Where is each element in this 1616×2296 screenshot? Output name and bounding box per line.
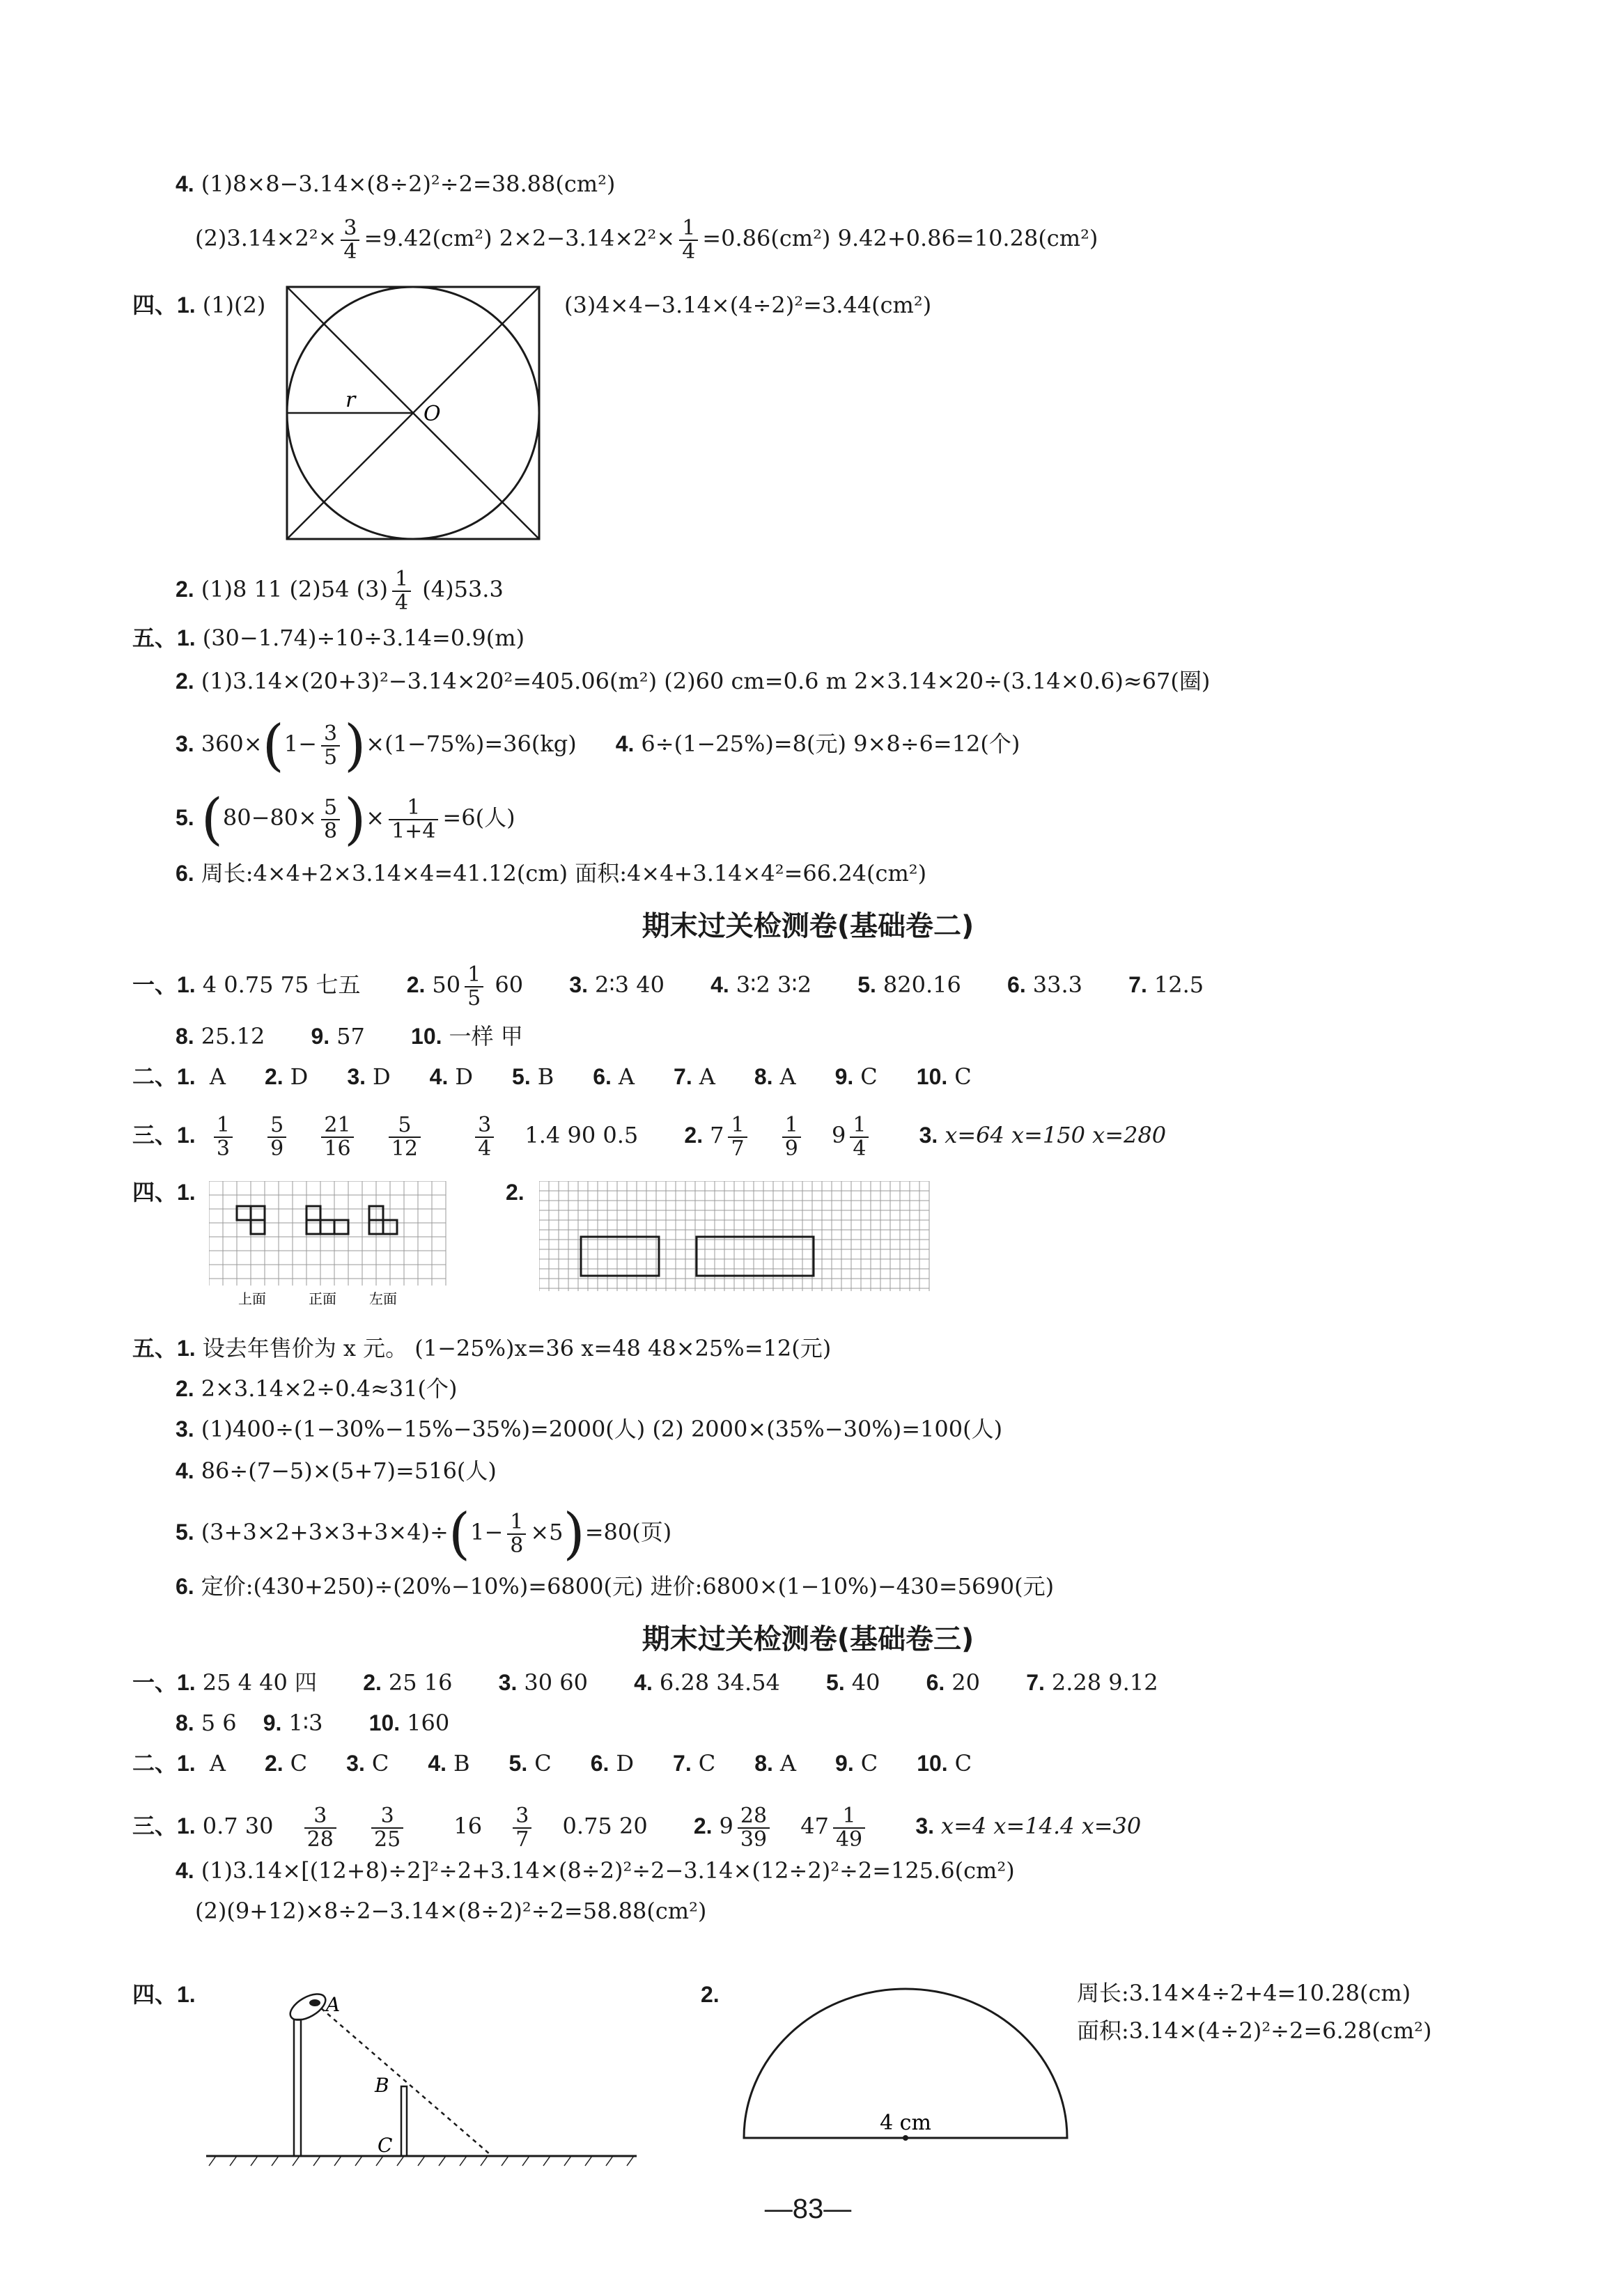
s3-si-label: 四、1. xyxy=(132,1982,196,2007)
fraction: $\frac{1}{7}$ xyxy=(728,1114,747,1159)
fraction: $\frac{1}{49}$ xyxy=(833,1805,865,1850)
fraction: $\frac{1}{4}$ xyxy=(850,1114,869,1159)
mc-answer xyxy=(835,1748,878,1779)
mc-value: C xyxy=(860,1750,878,1776)
mc-value: A xyxy=(618,1063,635,1090)
mc-number: 2. xyxy=(264,1064,283,1089)
fraction: $\frac{1}{3}$ xyxy=(214,1114,233,1159)
s1-si-label: 四、1. (1)(2) xyxy=(132,292,266,318)
s2-er-answers xyxy=(210,1063,1011,1090)
s3-san-q4-line2: (2)(9+12)×8÷2−3.14×(8÷2)²÷2=58.88(cm²) xyxy=(195,1898,707,1924)
fraction: $\frac{3}{4}$ xyxy=(341,217,359,263)
mc-number: 7. xyxy=(673,1751,692,1776)
mc-value: A xyxy=(209,1063,226,1090)
mc-value: C xyxy=(290,1750,308,1776)
s3-er-answers xyxy=(210,1750,1011,1776)
s3-san-row: 三、1. 0.7 30 $\frac{3}{28}$ $\frac{3}{25}$ 16 $\frac{3}{7}$ 0.75 20 2. 9 $\frac{28}{39}$ 47 $\frac{1}{49}$ 3. x=4 x=14.4 x=30 xyxy=(132,1804,1142,1852)
fraction: $\frac{1}{4}$ xyxy=(392,568,411,614)
s3-san-q4-line1: 4. (1)3.14×[(12+8)÷2]²÷2+3.14×(8÷2)²÷2−3.14×(12÷2)²÷2=125.6(cm²) xyxy=(176,1857,1015,1884)
s2-wu-q1: 五、1. 设去年售价为 x 元。 (1−25%)x=36 x=48 48×25%=12(元) xyxy=(132,1335,832,1361)
fraction: $\frac{3}{25}$ xyxy=(371,1805,403,1850)
mc-number: 7. xyxy=(674,1064,692,1089)
mc-value: C xyxy=(371,1750,389,1776)
s3-yi-row1: 一、1. 25 4 40 四 2. 25 16 3. 30 60 4. 6.28 34.54 5. 40 6. 20 7. 2.28 9.12 xyxy=(132,1669,1158,1696)
mc-number: 4. xyxy=(428,1751,447,1776)
mc-answer xyxy=(347,1061,390,1092)
mc-answer xyxy=(754,1061,796,1092)
point-c-label: C xyxy=(378,2134,393,2157)
s1-si-q2: 2. (1)8 11 (2)54 (3) $\frac{1}{4}$ (4)53.3 xyxy=(176,567,504,615)
mc-number: 9. xyxy=(834,1064,854,1089)
fraction: $\frac{21}{16}$ xyxy=(321,1114,353,1159)
mc-value: B xyxy=(537,1063,554,1090)
fraction: $\frac{3}{28}$ xyxy=(304,1805,336,1850)
s2-wu-q5: 5. (3+3×2+3×3+3×4)÷(1− $\frac{1}{8}$ ×5)=80(页) xyxy=(176,1501,672,1566)
s1-wu-q6: 6. 周长:4×4+2×3.14×4=41.12(cm) 面积:4×4+3.14×4²=66.24(cm²) xyxy=(176,860,927,887)
rectangle-grid xyxy=(539,1181,943,1293)
mc-value: A xyxy=(699,1063,715,1090)
s2-wu-q4: 4. 86÷(7−5)×(5+7)=516(人) xyxy=(176,1458,497,1484)
mc-number: 8. xyxy=(754,1064,773,1089)
page-number: —83— xyxy=(764,2194,852,2224)
fraction: $\frac{1}{5}$ xyxy=(465,964,483,1009)
three-view-grid xyxy=(209,1181,453,1315)
s2-er-row: 二、1. A 2. D 3. D 4. D 5. B 6. A 7. A 8. A 9. C 10. C xyxy=(132,1061,1011,1092)
mc-value: A xyxy=(209,1750,226,1776)
mc-number: 5. xyxy=(512,1064,531,1089)
s3-area: 面积:3.14×(4÷2)²÷2=6.28(cm²) xyxy=(1077,2017,1432,2044)
mc-number: 10. xyxy=(916,1064,948,1089)
fraction: $\frac{1}{8}$ xyxy=(507,1511,526,1556)
mc-value: C xyxy=(954,1750,972,1776)
mc-answer xyxy=(512,1061,554,1092)
fraction: $\frac{28}{39}$ xyxy=(738,1805,770,1850)
s3-si-q2-label: 2. xyxy=(701,1982,720,2007)
mc-answer xyxy=(674,1061,715,1092)
mc-value: A xyxy=(779,1063,796,1090)
fraction: $\frac{3}{5}$ xyxy=(321,723,340,768)
point-a-label: A xyxy=(326,1993,341,2016)
fraction: $\frac{5}{8}$ xyxy=(321,797,340,842)
mc-answer xyxy=(265,1748,307,1779)
fraction: $\frac{1}{9}$ xyxy=(782,1114,801,1159)
mc-answer xyxy=(835,1061,878,1092)
center-label: O xyxy=(424,402,441,426)
section-heading-2: 期末过关检测卷(基础卷二) xyxy=(642,910,974,942)
radius-label: r xyxy=(345,388,356,412)
mc-value: C xyxy=(954,1063,972,1090)
mc-answer xyxy=(673,1748,715,1779)
s2-si-q2-label: 2. xyxy=(506,1180,525,1205)
s2-wu-q2: 2. 2×3.14×2÷0.4≈31(个) xyxy=(176,1375,458,1402)
s1-q4-line2: (2)3.14×2²× $\frac{3}{4}$ =9.42(cm²) 2×2−3.14×2²× $\frac{1}{4}$ =0.86(cm²) 9.42+0.86=10.28(cm²) xyxy=(195,216,1098,264)
s2-wu-q3: 3. (1)400÷(1−30%−15%−35%)=2000(人) (2) 2000×(35%−30%)=100(人) xyxy=(176,1416,1003,1442)
mc-number: 3. xyxy=(346,1751,365,1776)
point-b-label: B xyxy=(375,2074,389,2097)
mc-number: 6. xyxy=(590,1751,609,1776)
mc-answer xyxy=(210,1061,226,1092)
mc-number: 9. xyxy=(835,1751,854,1776)
mc-answer xyxy=(917,1061,972,1092)
fraction: $\frac{5}{9}$ xyxy=(267,1114,286,1159)
fraction: $\frac{3}{4}$ xyxy=(475,1114,494,1159)
mc-value: D xyxy=(616,1750,635,1776)
mc-value: D xyxy=(290,1063,309,1090)
s1-wu-q5: 5. (80−80× $\frac{5}{8}$ )× $\frac{1}{1+4}$ =6(人) xyxy=(176,786,515,852)
mc-answer xyxy=(430,1061,473,1092)
mc-answer xyxy=(593,1061,635,1092)
grid-label-left: 左面 xyxy=(369,1290,397,1307)
mc-answer xyxy=(754,1748,796,1779)
diameter-label: 4 cm xyxy=(880,2111,931,2135)
mc-value: C xyxy=(534,1750,552,1776)
s1-q4-line1: 4. (1)8×8−3.14×(8÷2)²÷2=38.88(cm²) xyxy=(176,171,616,197)
s1-wu-q3-q4: 3. 360×(1− $\frac{3}{5}$ )×(1−75%)=36(kg) 4. 6÷(1−25%)=8(元) 9×8÷6=12(个) xyxy=(176,712,1020,778)
shadow-figure xyxy=(202,1975,648,2171)
s3-perimeter: 周长:3.14×4÷2+4=10.28(cm) xyxy=(1077,1980,1411,2006)
s2-yi-row2: 8. 25.12 9. 57 10. 一样 甲 xyxy=(176,1023,523,1049)
mc-answer xyxy=(210,1748,226,1779)
s2-si-label: 四、1. xyxy=(132,1180,196,1205)
s1-wu-q2: 2. (1)3.14×(20+3)²−3.14×20²=405.06(m²) (2)60 cm=0.6 m 2×3.14×20÷(3.14×0.6)≈67(圈) xyxy=(176,668,1211,694)
mc-answer xyxy=(509,1748,552,1779)
mc-number: 4. xyxy=(429,1064,449,1089)
mc-answer xyxy=(917,1748,972,1779)
grid-label-front: 正面 xyxy=(309,1290,336,1307)
mc-number: 5. xyxy=(508,1751,528,1776)
s2-wu-q6: 6. 定价:(430+250)÷(20%−10%)=6800(元) 进价:6800×(1−10%)−430=5690(元) xyxy=(176,1573,1055,1600)
mc-answer xyxy=(346,1748,389,1779)
mc-answer xyxy=(265,1061,308,1092)
mc-number: 6. xyxy=(593,1064,612,1089)
mc-answer xyxy=(428,1748,469,1779)
mc-number: 10. xyxy=(917,1751,948,1776)
mc-number: 3. xyxy=(347,1064,366,1089)
mc-value: D xyxy=(373,1063,391,1090)
semicircle-figure xyxy=(738,1983,1073,2146)
fraction: $\frac{3}{7}$ xyxy=(513,1805,531,1850)
mc-number: 8. xyxy=(754,1751,773,1776)
mc-value: A xyxy=(779,1750,797,1776)
s2-san-row: 三、1. $\frac{1}{3}$ $\frac{5}{9}$ $\frac{21}{16}$ $\frac{5}{12}$ $\frac{3}{4}$ 1.4 90 0.5 2. 7 $\frac{1}{7}$ $\frac{1}{9}$ 9 $\frac{1}{4}$ 3. x=64 x=150 x=280 xyxy=(132,1113,1167,1161)
mc-value: C xyxy=(698,1750,716,1776)
fraction: $\frac{1}{1+4}$ xyxy=(389,797,438,842)
mc-number: 2. xyxy=(264,1751,283,1776)
s1-si-part3: (3)4×4−3.14×(4÷2)²=3.44(cm²) xyxy=(564,292,932,318)
fraction: $\frac{5}{12}$ xyxy=(389,1114,421,1159)
mc-value: C xyxy=(860,1063,878,1090)
mc-value: D xyxy=(455,1063,474,1090)
s2-yi-row1: 一、1. 4 0.75 75 七五 2. 50 $\frac{1}{5}$ 60 3. 2∶3 40 4. 3∶2 3∶2 5. 820.16 6. 33.3 7. 12.5 xyxy=(132,962,1204,1010)
mc-value: B xyxy=(453,1750,470,1776)
section-heading-3: 期末过关检测卷(基础卷三) xyxy=(642,1623,974,1655)
mc-answer xyxy=(591,1748,634,1779)
circle-square-figure xyxy=(284,284,542,542)
grid-label-top: 上面 xyxy=(238,1290,266,1307)
s3-yi-row2: 8. 5 6 9. 1∶3 10. 160 xyxy=(176,1710,450,1736)
fraction: $\frac{1}{4}$ xyxy=(679,217,698,263)
s3-er-row: 二、1. A 2. C 3. C 4. B 5. C 6. D 7. C 8. A 9. C 10. C xyxy=(132,1748,1011,1779)
s1-wu-q1: 五、1. (30−1.74)÷10÷3.14=0.9(m) xyxy=(132,625,525,651)
